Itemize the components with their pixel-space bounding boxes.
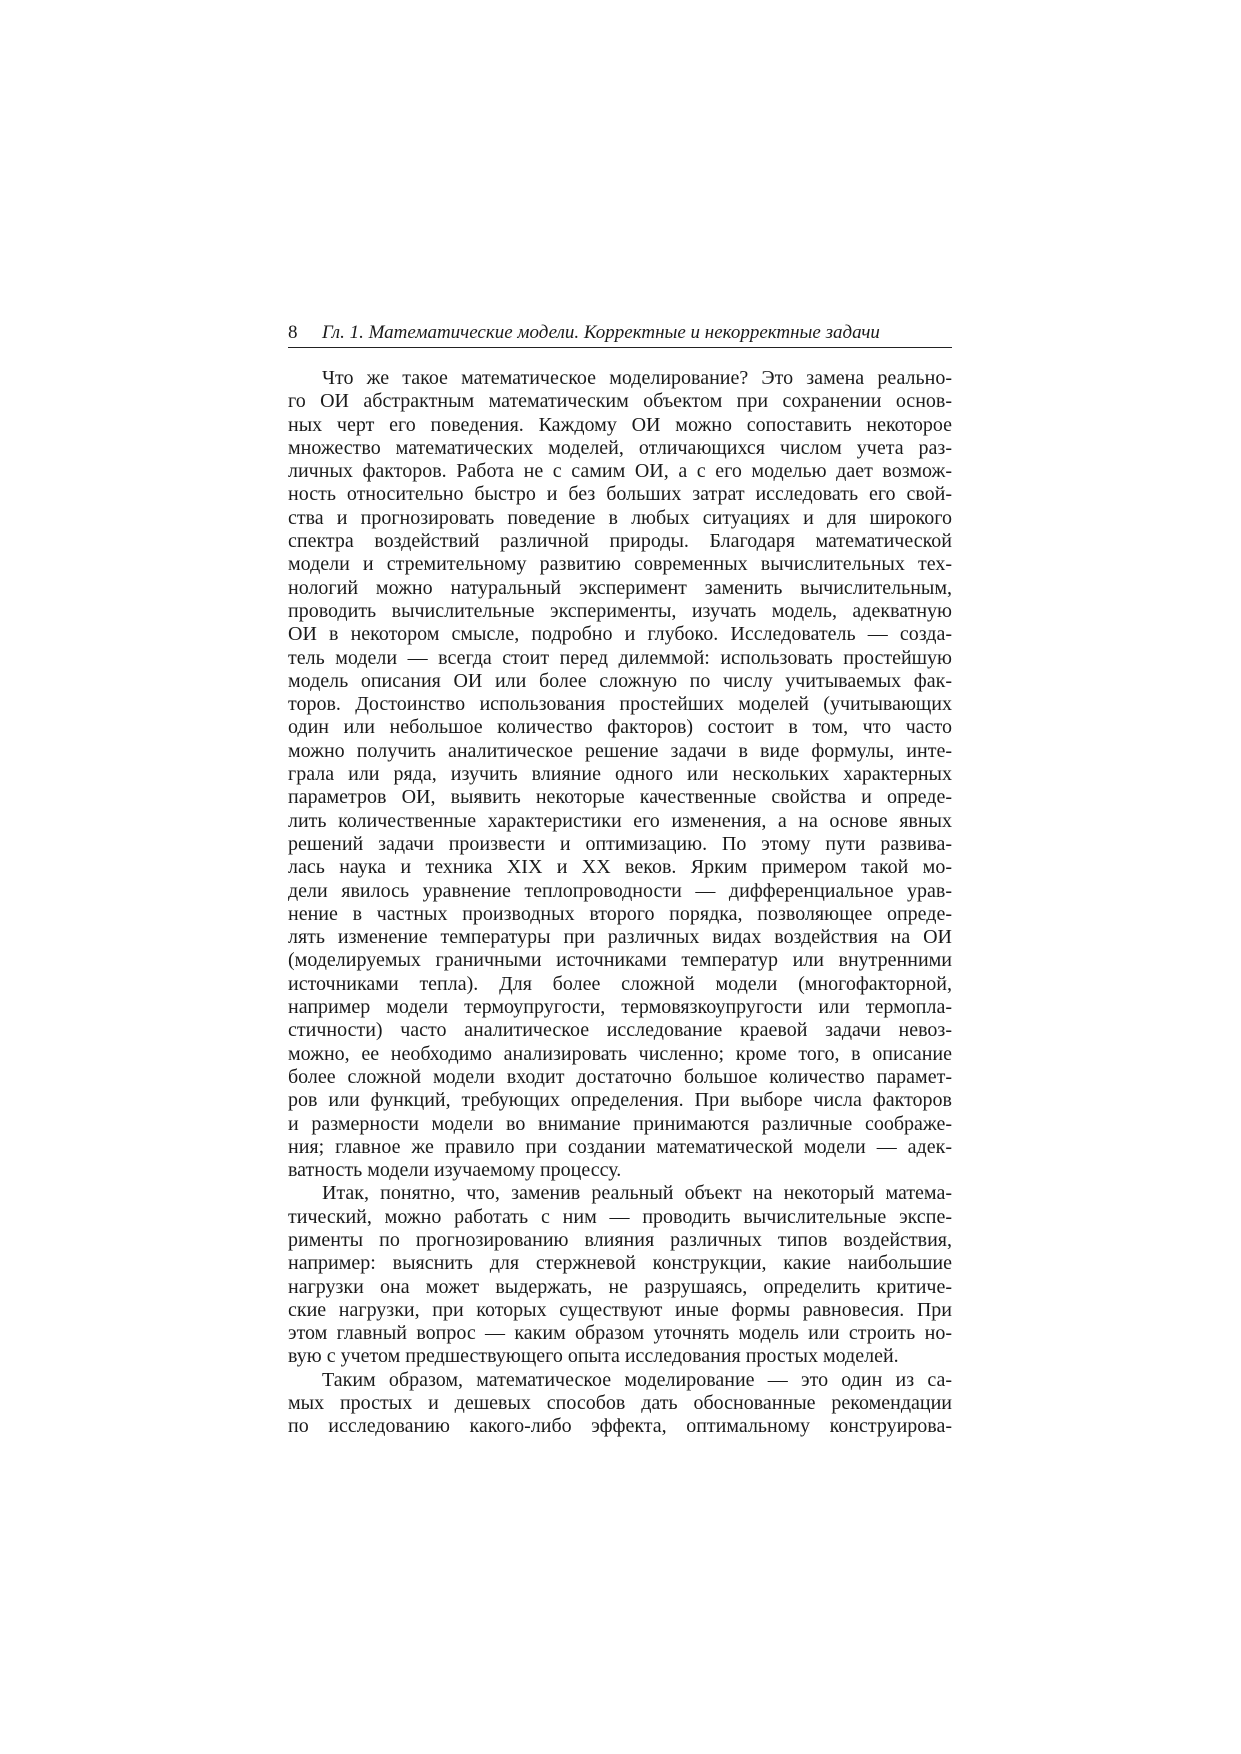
text-line: ния; главное же правило при создании математической модели — адек-: [288, 1135, 952, 1158]
text-line: ных черт его поведения. Каждому ОИ можно сопоставить некоторое: [288, 413, 952, 436]
text-line: ОИ в некотором смысле, подробно и глубоко. Исследователь — созда-: [288, 623, 952, 646]
running-head: [288, 320, 952, 348]
text-line: модели и стремительному развитию современных вычислительных тех-: [288, 553, 952, 576]
text-line: ские нагрузки, при которых существуют иные формы равновесия. При: [288, 1298, 952, 1321]
text-line: нение в частных производных второго порядка, позволяющее опреде-: [288, 902, 952, 925]
text-line: ров или функций, требующих определения. При выборе числа факторов: [288, 1089, 952, 1112]
text-line: Итак, понятно, что, заменив реальный объект на некоторый матема-: [322, 1182, 952, 1205]
text-line: параметров ОИ, выявить некоторые качественные свойства и опреде-: [288, 786, 952, 809]
text-line: ватность модели изучаемому процессу.: [288, 1159, 622, 1182]
text-line: ность относительно быстро и без больших затрат исследовать его свой-: [288, 483, 952, 506]
text-line: тический, можно работать с ним — проводить вычислительные экспе-: [288, 1205, 952, 1228]
text-line: этом главный вопрос — каким образом уточнять модель или строить но-: [288, 1322, 952, 1345]
text-line: можно, ее необходимо анализировать численно; кроме того, в описание: [288, 1042, 952, 1065]
text-line: лась наука и техника XIX и XX веков. Ярким примером такой мо-: [288, 856, 952, 879]
text-line: грала или ряда, изучить влияние одного или нескольких характерных: [288, 763, 952, 786]
text-line: дели явилось уравнение теплопроводности — дифференциальное урав-: [288, 879, 952, 902]
text-line: например: выяснить для стержневой конструкции, какие наибольшие: [288, 1252, 952, 1275]
text-line: мых простых и дешевых способов дать обоснованные рекомендации: [288, 1392, 952, 1415]
chapter-title: Гл. 1. Математические модели. Корректные и некорректные задачи: [322, 322, 880, 343]
text-line: можно получить аналитическое решение задачи в виде формулы, инте-: [288, 739, 952, 762]
text-line: более сложной модели входит достаточно большое количество парамет-: [288, 1065, 952, 1088]
text-line: нагрузки она может выдержать, не разрушаясь, определить критиче-: [288, 1275, 952, 1298]
text-line: Что же такое математическое моделирование? Это замена реально-: [322, 367, 952, 389]
text-line: стичности) часто аналитическое исследование краевой задачи невоз-: [288, 1019, 952, 1042]
text-line: (моделируемых граничными источниками температур или внутренними: [288, 949, 952, 972]
text-line: лять изменение температуры при различных видах воздействия на ОИ: [288, 926, 952, 949]
text-line: Таким образом, математическое моделирование — это один из са-: [322, 1368, 952, 1391]
text-line: вую с учетом предшествующего опыта исследования простых моделей.: [288, 1345, 899, 1368]
text-line: по исследованию какого-либо эффекта, оптимальному конструирова-: [288, 1415, 952, 1438]
text-line: торов. Достоинство использования простейших моделей (учитывающих: [288, 693, 952, 716]
text-line: решений задачи произвести и оптимизацию. По этому пути развива-: [288, 832, 952, 855]
text-line: источниками тепла). Для более сложной модели (многофакторной,: [288, 972, 952, 995]
text-line: проводить вычислительные эксперименты, изучать модель, адекватную: [288, 599, 952, 622]
text-line: ства и прогнозировать поведение в любых ситуациях и для широкого: [288, 506, 952, 529]
text-line: спектра воздействий различной природы. Благодаря математической: [288, 530, 952, 553]
body-text: [288, 367, 952, 1439]
text-line: личных факторов. Работа не с самим ОИ, а с его моделью дает возмож-: [288, 460, 952, 483]
text-line: рименты по прогнозированию влияния различных типов воздействия,: [288, 1228, 952, 1251]
text-line: например модели термоупругости, термовязкоупругости или термопла-: [288, 996, 952, 1019]
text-line: множество математических моделей, отличающихся числом учета раз-: [288, 436, 952, 459]
text-line: один или небольшое количество факторов) состоит в том, что часто: [288, 716, 952, 739]
text-line: лить количественные характеристики его изменения, а на основе явных: [288, 809, 952, 832]
text-line: нологий можно натуральный эксперимент заменить вычислительным,: [288, 576, 952, 599]
text-line: и размерности модели во внимание принимаются различные соображе-: [288, 1112, 952, 1135]
text-line: модель описания ОИ или более сложную по числу учитываемых фак-: [288, 669, 952, 692]
page-number: 8: [288, 322, 298, 343]
text-line: го ОИ абстрактным математическим объектом при сохранении основ-: [288, 390, 952, 413]
text-line: тель модели — всегда стоит перед дилеммой: использовать простейшую: [288, 646, 952, 669]
